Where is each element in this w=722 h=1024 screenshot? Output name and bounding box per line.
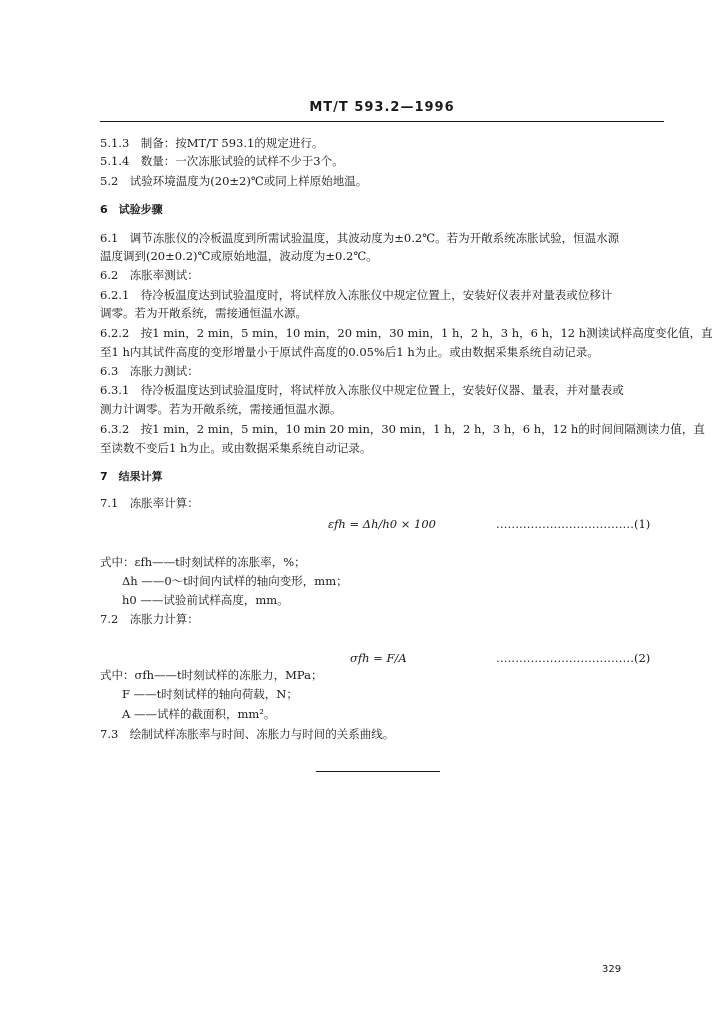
clause-6-2-2-cont: 至1 h内其试件高度的变形增量小于原试件高度的0.05%后1 h为止。或由数据采集系统自动记录。 bbox=[100, 345, 599, 359]
legend-1-h0: h0 ——试验前试样高度，mm。 bbox=[122, 593, 289, 607]
formula-2-number: ………………………………(2) bbox=[496, 651, 651, 665]
formula-1-number: ………………………………(1) bbox=[496, 517, 651, 531]
legend-1-delta-h: Δh ——0～t时间内试样的轴向变形，mm； bbox=[122, 574, 348, 588]
clause-6-2-1: 6.2.1 待冷板温度达到试验温度时，将试样放入冻胀仪中规定位置上，安装好仪表并对量表或位移计 bbox=[100, 288, 613, 302]
legend-2-A: A ——试样的截面积，mm²。 bbox=[122, 707, 276, 721]
clause-7-2: 7.2 冻胀力计算： bbox=[100, 612, 199, 626]
clause-6-3-2: 6.3.2 按1 min，2 min，5 min，10 min 20 min，30 min，1 h，2 h，3 h，6 h，12 h的时间间隔测读力值，直 bbox=[100, 422, 705, 436]
end-of-text-rule bbox=[316, 771, 440, 772]
clause-7-1: 7.1 冻胀率计算： bbox=[100, 496, 199, 510]
legend-2-sigma: 式中：σfh——t时刻试样的冻胀力，MPa； bbox=[100, 668, 323, 682]
section-7-title: 7 结果计算 bbox=[100, 470, 163, 483]
standard-number-header: MT/T 593.2—1996 bbox=[309, 100, 455, 115]
clause-6-2-2: 6.2.2 按1 min，2 min，5 min，10 min，20 min，30 min，1 h，2 h，3 h，6 h，12 h测读试样高度变化值，直 bbox=[100, 326, 713, 340]
clause-6-2: 6.2 冻胀率测试： bbox=[100, 268, 199, 282]
clause-6-1: 6.1 调节冻胀仪的冷板温度到所需试验温度，其波动度为±0.2℃。若为开敞系统冻胀试验，恒温水源 bbox=[100, 231, 620, 245]
clause-6-3: 6.3 冻胀力测试： bbox=[100, 364, 199, 378]
legend-2-F: F ——t时刻试样的轴向荷载，N； bbox=[122, 687, 298, 701]
clause-6-3-1-cont: 测力计调零。若为开敞系统，需接通恒温水源。 bbox=[100, 402, 342, 416]
legend-1-epsilon: 式中：εfh——t时刻试样的冻胀率，%； bbox=[100, 555, 306, 569]
clause-5-1-3: 5.1.3 制备：按MT/T 593.1的规定进行。 bbox=[100, 136, 324, 150]
clause-6-3-1: 6.3.1 待冷板温度达到试验温度时，将试样放入冻胀仪中规定位置上，安装好仪器、量表，并对量表或 bbox=[100, 383, 624, 397]
clause-7-3: 7.3 绘制试样冻胀率与时间、冻胀力与时间的关系曲线。 bbox=[100, 727, 395, 741]
section-6-title: 6 试验步骤 bbox=[100, 203, 163, 216]
formula-2: σfh = F/A bbox=[350, 651, 407, 665]
clause-6-2-1-cont: 调零。若为开敞系统，需接通恒温水源。 bbox=[100, 306, 307, 320]
formula-1: εfh = Δh/h0 × 100 bbox=[328, 517, 436, 531]
clause-5-2: 5.2 试验环境温度为(20±2)℃或同上样原始地温。 bbox=[100, 174, 368, 188]
header-rule bbox=[100, 121, 664, 122]
clause-6-3-2-cont: 至读数不变后1 h为止。或由数据采集系统自动记录。 bbox=[100, 441, 372, 455]
clause-6-1-cont: 温度调到(20±0.2)℃或原始地温，波动度为±0.2℃。 bbox=[100, 249, 378, 263]
page-number: 329 bbox=[602, 964, 622, 975]
clause-5-1-4: 5.1.4 数量：一次冻胀试验的试样不少于3个。 bbox=[100, 154, 344, 168]
